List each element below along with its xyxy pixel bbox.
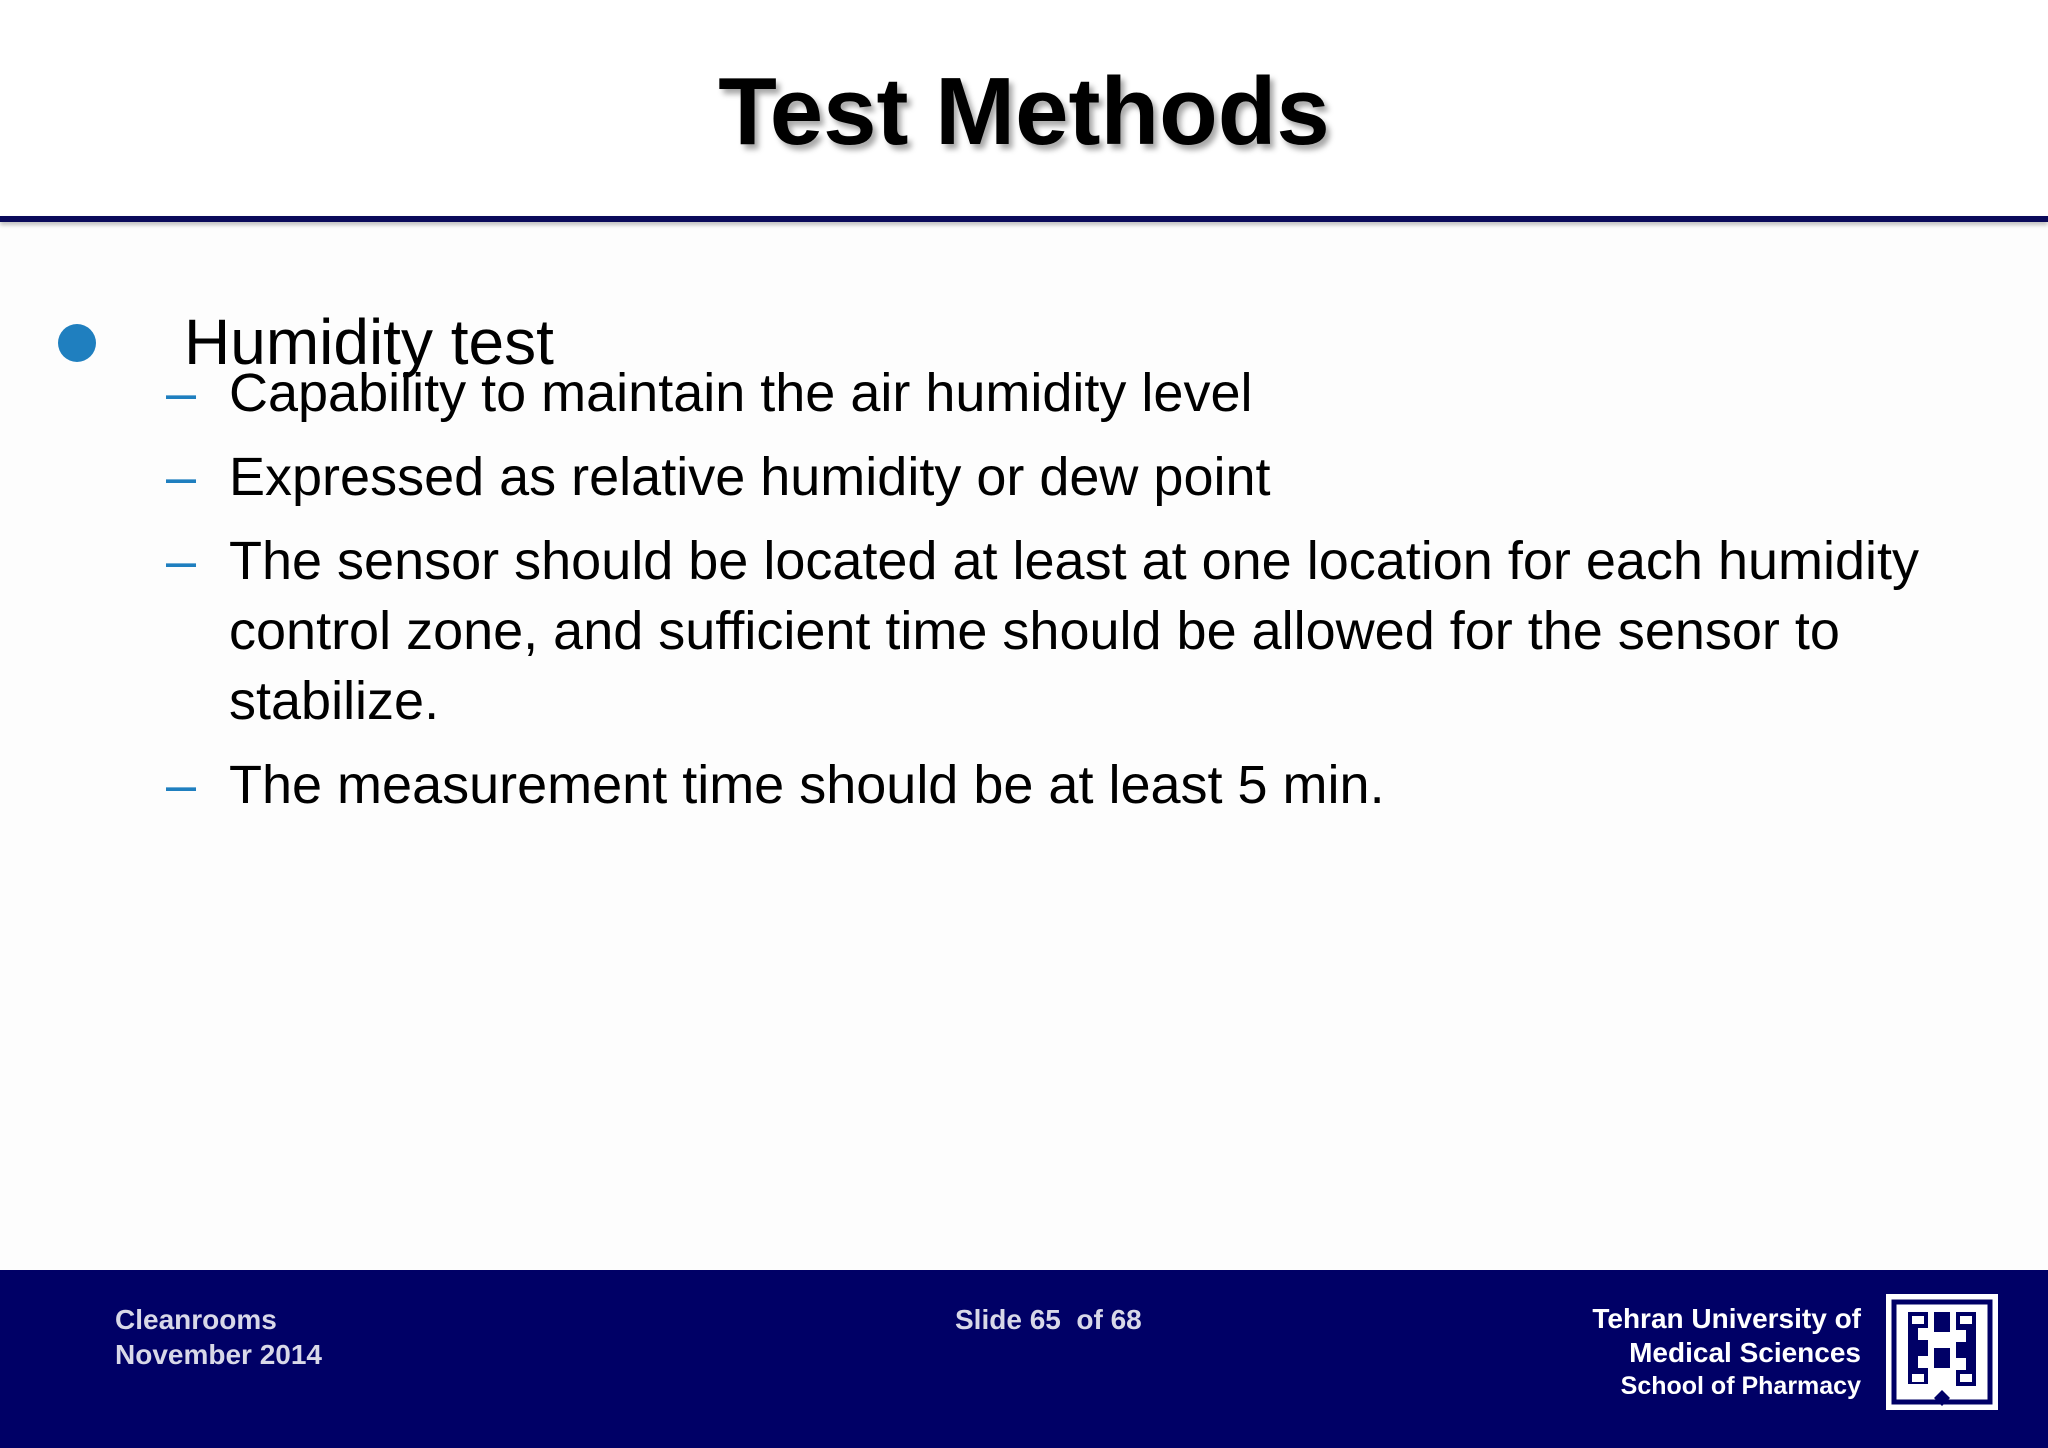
sub-item-text: Expressed as relative humidity or dew point	[229, 447, 1271, 507]
slide-content	[0, 222, 2048, 1270]
footer-date: November 2014	[115, 1339, 323, 1370]
footer-course: Cleanrooms	[115, 1304, 277, 1335]
dash-icon: –	[166, 755, 197, 815]
sub-item-text: The sensor should be located at least at one location for each humidity control zone, and sufficient time should be allowed for the sensor to stabilize.	[229, 531, 1920, 731]
sub-item-text: The measurement time should be at least 5 min.	[229, 755, 1385, 815]
dash-icon: –	[166, 531, 197, 591]
dash-icon: –	[166, 447, 197, 507]
sub-item-text: Capability to maintain the air humidity level	[229, 363, 1253, 423]
title-area	[0, 0, 2048, 216]
university-emblem-icon	[1886, 1294, 1998, 1410]
dash-icon: –	[166, 363, 197, 423]
bullet-text: Humidity test	[184, 306, 554, 378]
institution-line-1: Tehran University of	[1592, 1303, 1861, 1334]
institution-line-3: School of Pharmacy	[1620, 1372, 1861, 1400]
footer-institution	[1592, 1302, 1861, 1402]
slide-number: Slide 65 of 68	[955, 1304, 1142, 1335]
footer-course-info	[115, 1302, 322, 1372]
institution-line-2: Medical Sciences	[1629, 1337, 1861, 1368]
slide-footer	[0, 1270, 2048, 1448]
slide-title: Test Methods	[718, 58, 1330, 165]
bullet-dot-icon	[58, 324, 96, 362]
